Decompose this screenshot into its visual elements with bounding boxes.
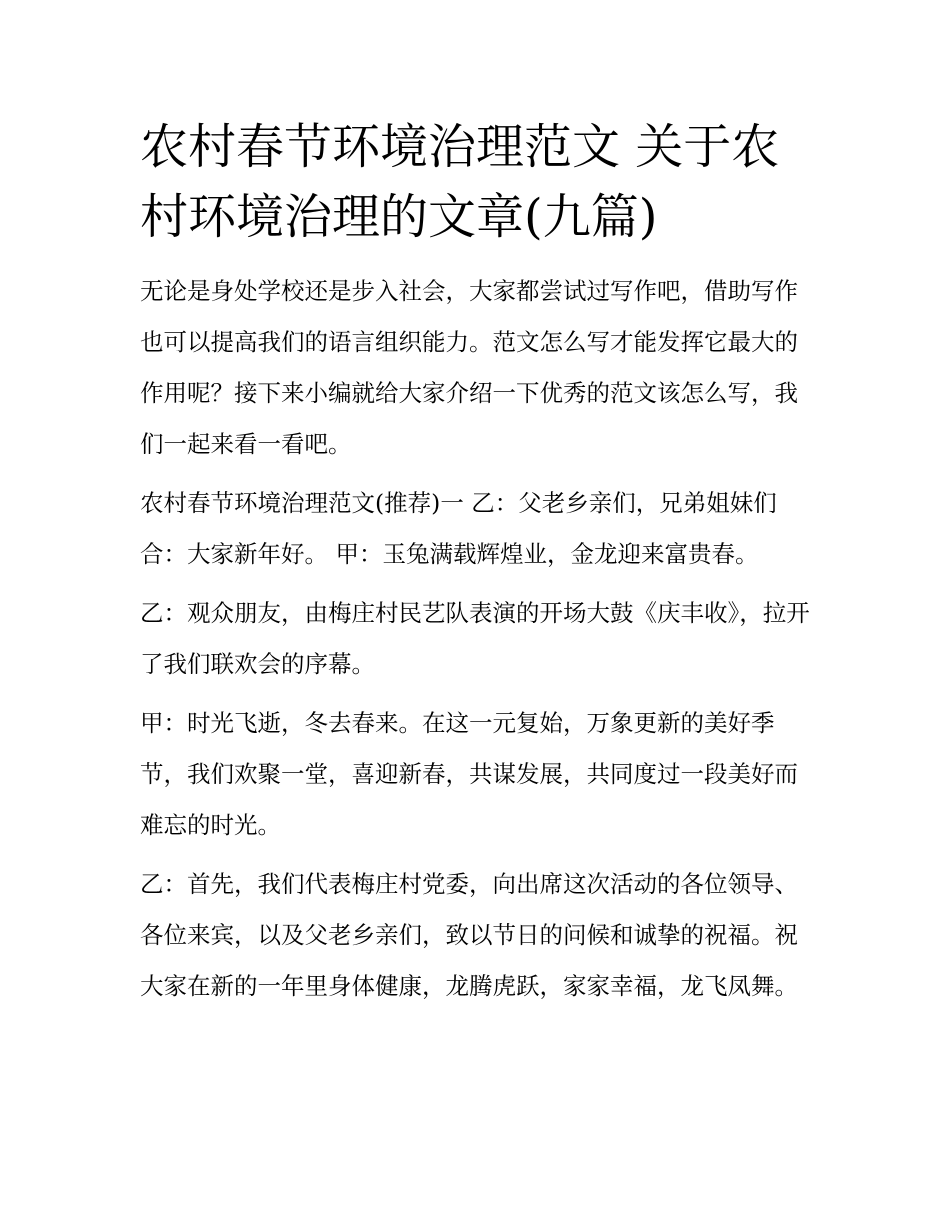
document-body (140, 112, 815, 1020)
paragraph-season: 甲：时光飞逝，冬去春来。在这一元复始，万象更新的美好季节，我们欢聚一堂，喜迎新春，共谋发展，共同度过一段美好而难忘的时光。 (140, 709, 798, 839)
paragraph-intro: 无论是身处学校还是步入社会，大家都尝试过写作吧，借助写作也可以提高我们的语言组织能力。范文怎么写才能发挥它最大的作用呢？接下来小编就给大家介绍一下优秀的范文该怎么写，我们一起来看一看吧。 (140, 277, 798, 458)
paragraph-opening-greeting: 农村春节环境治理范文(推荐)一 乙：父老乡亲们，兄弟姐妹们 合：大家新年好。 甲：玉兔满载辉煌业，金龙迎来富贵春。 (140, 489, 777, 568)
paragraph-wishes: 乙：首先，我们代表梅庄村党委，向出席这次活动的各位领导、各位来宾，以及父老乡亲们，致以节日的问候和诚挚的祝福。祝大家在新的一年里身体健康，龙腾虎跃，家家幸福，龙飞凤舞。 (140, 870, 798, 1000)
paragraph-opening-drum: 乙：观众朋友，由梅庄村民艺队表演的开场大鼓《庆丰收》，拉开了我们联欢会的序幕。 (140, 599, 810, 678)
document-title: 农村春节环境治理范文 关于农村环境治理的文章(九篇) (140, 119, 780, 245)
